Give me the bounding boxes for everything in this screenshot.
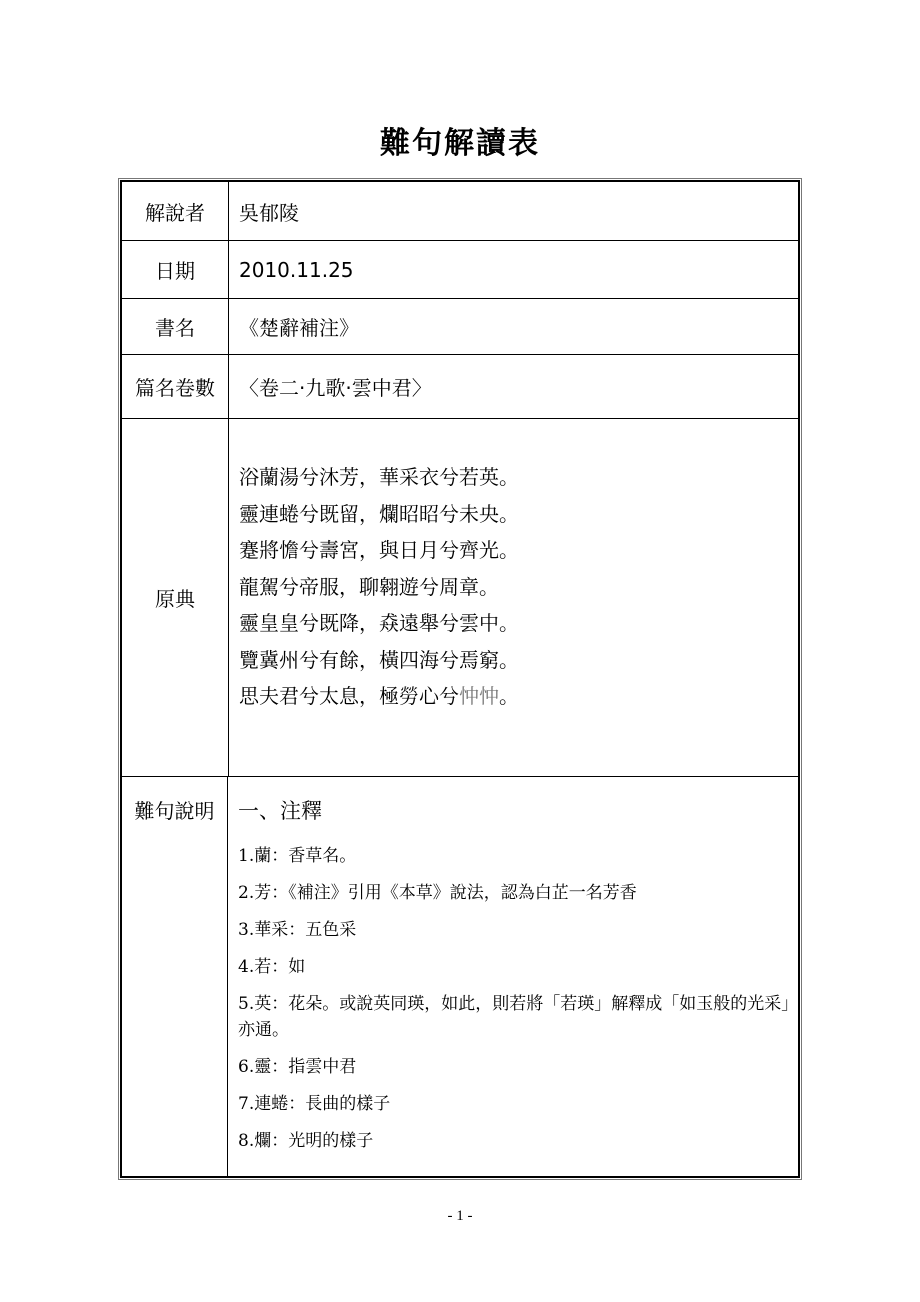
label-explanation: 難句說明	[122, 777, 228, 1176]
note-item: 2.芳：《補注》引用《本草》說法，認為白芷一名芳香	[238, 883, 637, 903]
reading-table	[120, 180, 800, 1178]
row-original	[122, 419, 798, 777]
value-chapter: 〈卷二·九歌·雲中君〉	[239, 376, 432, 400]
poem-line: 蹇將憺兮壽宮，與日月兮齊光。	[239, 538, 519, 562]
poem-line: 龍駕兮帝服，聊翱遊兮周章。	[239, 574, 499, 599]
label-book: 書名	[122, 299, 229, 354]
page-number: - 1 -	[447, 1208, 473, 1224]
section-heading: 一、注釋	[238, 799, 322, 823]
value-presenter: 吳郁陵	[239, 200, 299, 225]
row-explanation	[122, 777, 798, 1176]
value-date: 2010.11.25	[239, 257, 354, 282]
label-date: 日期	[122, 241, 229, 298]
note-item: 8.爛：光明的樣子	[238, 1131, 374, 1151]
poem-line-end: 。	[499, 684, 519, 708]
poem-line: 靈連蜷兮既留，爛昭昭兮未央。	[239, 501, 519, 526]
poem-line-text: 思夫君兮太息，極勞心兮	[239, 684, 459, 708]
row-presenter	[122, 182, 798, 241]
note-item: 5.英：花朵。或說英同瑛，如此，則若將「若瑛」解釋成「如玉般的光采」亦通。	[238, 994, 790, 1040]
note-item: 3.華采：五色采	[238, 920, 357, 940]
page-title: 難句解讀表	[380, 126, 540, 161]
poem-line: 靈皇皇兮既降，猋遠舉兮雲中。	[239, 611, 519, 635]
note-item: 7.連蜷：長曲的樣子	[238, 1094, 391, 1114]
label-original: 原典	[122, 419, 229, 776]
note-item: 6.靈：指雲中君	[238, 1057, 357, 1077]
note-item: 4.若：如	[238, 957, 306, 977]
original-text	[239, 459, 519, 715]
notes	[238, 795, 790, 1165]
poem-faint-chars: 忡忡	[459, 684, 499, 708]
row-chapter	[122, 355, 798, 419]
row-book	[122, 299, 798, 355]
note-item: 1.蘭：香草名。	[238, 846, 357, 866]
label-chapter: 篇名卷數	[122, 355, 229, 418]
value-book: 《楚辭補注》	[239, 316, 359, 340]
row-date	[122, 241, 798, 299]
poem-line: 覽冀州兮有餘，橫四海兮焉窮。	[239, 647, 519, 672]
poem-line	[239, 678, 519, 715]
label-presenter: 解說者	[122, 182, 229, 240]
poem-line: 浴蘭湯兮沐芳，華采衣兮若英。	[239, 465, 519, 489]
